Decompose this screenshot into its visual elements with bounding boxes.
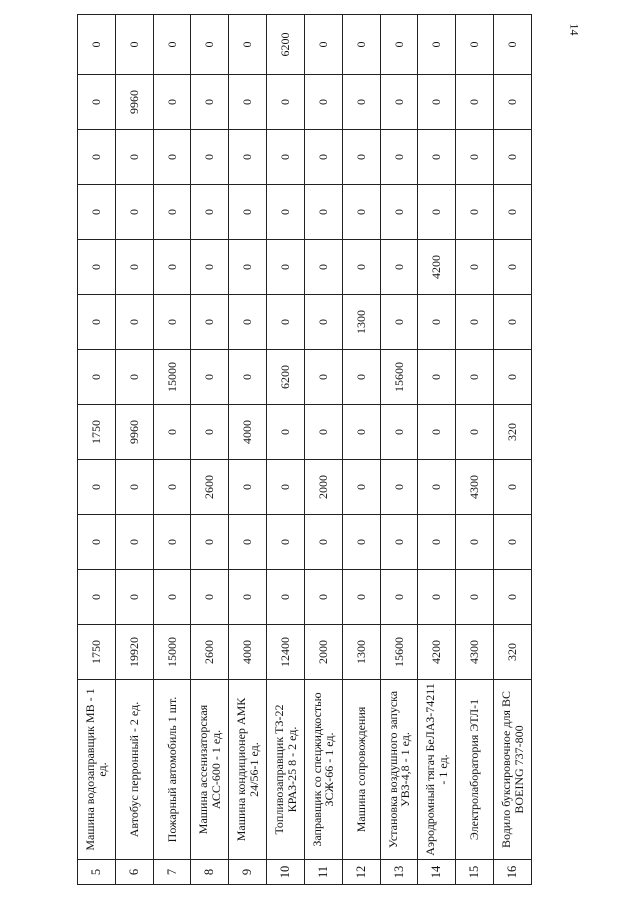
table-row bbox=[304, 15, 342, 885]
value-cell: 0 bbox=[418, 130, 456, 185]
value-cell: 0 bbox=[418, 350, 456, 405]
value-cell: 0 bbox=[418, 185, 456, 240]
value-cell: 15600 bbox=[380, 625, 418, 680]
value-cell: 0 bbox=[380, 185, 418, 240]
value-cell: 6200 bbox=[267, 350, 305, 405]
value-cell: 12400 bbox=[267, 625, 305, 680]
value-cell: 2600 bbox=[191, 460, 229, 515]
value-cell: 0 bbox=[380, 130, 418, 185]
value-cell: 0 bbox=[78, 15, 116, 75]
value-cell: 0 bbox=[494, 130, 532, 185]
equipment-name-cell: Установка воздушного запуска УВЗ-4,8 - 1 ед. bbox=[380, 680, 418, 860]
value-cell: 0 bbox=[78, 350, 116, 405]
value-cell: 0 bbox=[304, 515, 342, 570]
table-row bbox=[191, 15, 229, 885]
value-cell: 4000 bbox=[229, 405, 267, 460]
equipment-name-cell: Машина ассенизаторская АСС-600 - 1 ед. bbox=[191, 680, 229, 860]
value-cell: 0 bbox=[267, 570, 305, 625]
table-row bbox=[153, 15, 191, 885]
value-cell: 1750 bbox=[78, 625, 116, 680]
value-cell: 0 bbox=[115, 130, 153, 185]
value-cell: 0 bbox=[153, 570, 191, 625]
value-cell: 0 bbox=[191, 515, 229, 570]
value-cell: 0 bbox=[418, 515, 456, 570]
value-cell: 320 bbox=[494, 405, 532, 460]
value-cell: 0 bbox=[191, 350, 229, 405]
value-cell: 0 bbox=[342, 75, 380, 130]
value-cell: 0 bbox=[267, 460, 305, 515]
value-cell: 0 bbox=[342, 460, 380, 515]
value-cell: 1300 bbox=[342, 625, 380, 680]
row-number-cell: 8 bbox=[191, 860, 229, 885]
value-cell: 19920 bbox=[115, 625, 153, 680]
value-cell: 0 bbox=[229, 15, 267, 75]
value-cell: 0 bbox=[380, 570, 418, 625]
rotated-table-container bbox=[77, 32, 532, 885]
value-cell: 4300 bbox=[456, 625, 494, 680]
value-cell: 0 bbox=[304, 295, 342, 350]
value-cell: 2000 bbox=[304, 460, 342, 515]
value-cell: 0 bbox=[342, 15, 380, 75]
value-cell: 15000 bbox=[153, 350, 191, 405]
equipment-name-cell: Автобус перронный - 2 ед. bbox=[115, 680, 153, 860]
value-cell: 0 bbox=[304, 185, 342, 240]
value-cell: 4200 bbox=[418, 240, 456, 295]
value-cell: 0 bbox=[456, 515, 494, 570]
value-cell: 0 bbox=[456, 295, 494, 350]
value-cell: 0 bbox=[78, 75, 116, 130]
value-cell: 0 bbox=[342, 515, 380, 570]
value-cell: 0 bbox=[229, 240, 267, 295]
value-cell: 0 bbox=[115, 515, 153, 570]
value-cell: 0 bbox=[456, 185, 494, 240]
value-cell: 0 bbox=[191, 295, 229, 350]
value-cell: 0 bbox=[494, 350, 532, 405]
value-cell: 0 bbox=[191, 15, 229, 75]
table-row bbox=[115, 15, 153, 885]
value-cell: 0 bbox=[456, 130, 494, 185]
value-cell: 0 bbox=[78, 130, 116, 185]
row-number-cell: 10 bbox=[267, 860, 305, 885]
value-cell: 0 bbox=[153, 240, 191, 295]
equipment-name-cell: Топливозаправщик ТЗ-22 КРАЗ-25 8 - 2 ед. bbox=[267, 680, 305, 860]
value-cell: 0 bbox=[380, 15, 418, 75]
value-cell: 0 bbox=[115, 295, 153, 350]
value-cell: 0 bbox=[456, 240, 494, 295]
value-cell: 0 bbox=[494, 240, 532, 295]
equipment-name-cell: Пожарный автомобиль 1 шт. bbox=[153, 680, 191, 860]
value-cell: 0 bbox=[115, 350, 153, 405]
value-cell: 0 bbox=[456, 570, 494, 625]
table-body bbox=[78, 15, 532, 885]
value-cell: 2000 bbox=[304, 625, 342, 680]
value-cell: 0 bbox=[78, 515, 116, 570]
value-cell: 0 bbox=[304, 405, 342, 460]
value-cell: 0 bbox=[115, 15, 153, 75]
value-cell: 0 bbox=[229, 130, 267, 185]
value-cell: 0 bbox=[304, 15, 342, 75]
value-cell: 0 bbox=[494, 15, 532, 75]
value-cell: 0 bbox=[494, 515, 532, 570]
value-cell: 0 bbox=[380, 240, 418, 295]
row-number-cell: 14 bbox=[418, 860, 456, 885]
equipment-name-cell: Заправщик со спецжидкостью ЗСЖ-66 - 1 ед. bbox=[304, 680, 342, 860]
value-cell: 0 bbox=[494, 295, 532, 350]
value-cell: 0 bbox=[153, 405, 191, 460]
equipment-name-cell: Водило буксировочное для ВС BOEING 737-800 bbox=[494, 680, 532, 860]
value-cell: 0 bbox=[267, 515, 305, 570]
value-cell: 0 bbox=[191, 75, 229, 130]
value-cell: 0 bbox=[229, 295, 267, 350]
value-cell: 0 bbox=[304, 240, 342, 295]
value-cell: 0 bbox=[494, 570, 532, 625]
value-cell: 0 bbox=[78, 240, 116, 295]
value-cell: 0 bbox=[380, 405, 418, 460]
row-number-cell: 6 bbox=[115, 860, 153, 885]
value-cell: 0 bbox=[456, 75, 494, 130]
value-cell: 0 bbox=[267, 405, 305, 460]
value-cell: 0 bbox=[380, 75, 418, 130]
value-cell: 0 bbox=[115, 240, 153, 295]
row-number-cell: 12 bbox=[342, 860, 380, 885]
value-cell: 15600 bbox=[380, 350, 418, 405]
table-row bbox=[267, 15, 305, 885]
value-cell: 0 bbox=[115, 570, 153, 625]
value-cell: 4300 bbox=[456, 460, 494, 515]
equipment-name-cell: Машина сопровождения bbox=[342, 680, 380, 860]
equipment-table-wrapper bbox=[77, 32, 532, 885]
value-cell: 0 bbox=[494, 460, 532, 515]
value-cell: 0 bbox=[78, 295, 116, 350]
value-cell: 0 bbox=[115, 185, 153, 240]
value-cell: 0 bbox=[153, 75, 191, 130]
row-number-cell: 11 bbox=[304, 860, 342, 885]
table-row bbox=[78, 15, 116, 885]
value-cell: 0 bbox=[153, 295, 191, 350]
value-cell: 2600 bbox=[191, 625, 229, 680]
value-cell: 0 bbox=[418, 460, 456, 515]
table-row bbox=[229, 15, 267, 885]
value-cell: 0 bbox=[418, 405, 456, 460]
value-cell: 0 bbox=[229, 570, 267, 625]
value-cell: 0 bbox=[153, 15, 191, 75]
value-cell: 1750 bbox=[78, 405, 116, 460]
value-cell: 0 bbox=[342, 405, 380, 460]
value-cell: 0 bbox=[191, 130, 229, 185]
value-cell: 0 bbox=[380, 460, 418, 515]
value-cell: 0 bbox=[153, 460, 191, 515]
value-cell: 0 bbox=[304, 570, 342, 625]
value-cell: 0 bbox=[418, 75, 456, 130]
value-cell: 0 bbox=[304, 130, 342, 185]
value-cell: 0 bbox=[342, 185, 380, 240]
value-cell: 0 bbox=[153, 185, 191, 240]
value-cell: 0 bbox=[78, 570, 116, 625]
value-cell: 0 bbox=[494, 185, 532, 240]
value-cell: 0 bbox=[304, 350, 342, 405]
value-cell: 0 bbox=[191, 185, 229, 240]
value-cell: 0 bbox=[267, 75, 305, 130]
row-number-cell: 15 bbox=[456, 860, 494, 885]
value-cell: 0 bbox=[342, 350, 380, 405]
value-cell: 0 bbox=[229, 515, 267, 570]
row-number-cell: 13 bbox=[380, 860, 418, 885]
table-row bbox=[456, 15, 494, 885]
value-cell: 0 bbox=[229, 460, 267, 515]
value-cell: 6200 bbox=[267, 15, 305, 75]
value-cell: 0 bbox=[191, 570, 229, 625]
value-cell: 0 bbox=[342, 570, 380, 625]
row-number-cell: 5 bbox=[78, 860, 116, 885]
value-cell: 0 bbox=[267, 240, 305, 295]
equipment-name-cell: Машина кондиционер АМК 24/56-1 ед. bbox=[229, 680, 267, 860]
value-cell: 0 bbox=[115, 460, 153, 515]
equipment-name-cell: Машина водозаправщик МВ - 1 ед. bbox=[78, 680, 116, 860]
value-cell: 320 bbox=[494, 625, 532, 680]
value-cell: 4000 bbox=[229, 625, 267, 680]
value-cell: 1300 bbox=[342, 295, 380, 350]
value-cell: 9960 bbox=[115, 405, 153, 460]
value-cell: 0 bbox=[78, 185, 116, 240]
value-cell: 0 bbox=[229, 75, 267, 130]
equipment-name-cell: Аэродромный тягач БеЛАЗ-74211 - 1 ед. bbox=[418, 680, 456, 860]
value-cell: 0 bbox=[342, 240, 380, 295]
equipment-name-cell: Электролаборатория ЭТЛ-1 bbox=[456, 680, 494, 860]
value-cell: 0 bbox=[191, 405, 229, 460]
value-cell: 0 bbox=[78, 460, 116, 515]
table-row bbox=[342, 15, 380, 885]
value-cell: 0 bbox=[418, 570, 456, 625]
value-cell: 0 bbox=[153, 515, 191, 570]
table-row bbox=[380, 15, 418, 885]
value-cell: 0 bbox=[229, 350, 267, 405]
page-number: 14 bbox=[567, 23, 582, 36]
value-cell: 0 bbox=[153, 130, 191, 185]
value-cell: 0 bbox=[418, 295, 456, 350]
value-cell: 0 bbox=[456, 405, 494, 460]
value-cell: 0 bbox=[191, 240, 229, 295]
value-cell: 0 bbox=[267, 130, 305, 185]
value-cell: 0 bbox=[380, 515, 418, 570]
value-cell: 15000 bbox=[153, 625, 191, 680]
value-cell: 0 bbox=[494, 75, 532, 130]
value-cell: 0 bbox=[267, 295, 305, 350]
value-cell: 0 bbox=[229, 185, 267, 240]
value-cell: 0 bbox=[267, 185, 305, 240]
table-row bbox=[494, 15, 532, 885]
row-number-cell: 7 bbox=[153, 860, 191, 885]
value-cell: 0 bbox=[456, 15, 494, 75]
value-cell: 9960 bbox=[115, 75, 153, 130]
value-cell: 0 bbox=[342, 130, 380, 185]
equipment-cost-table bbox=[77, 14, 532, 885]
row-number-cell: 16 bbox=[494, 860, 532, 885]
value-cell: 0 bbox=[380, 295, 418, 350]
row-number-cell: 9 bbox=[229, 860, 267, 885]
value-cell: 4200 bbox=[418, 625, 456, 680]
value-cell: 0 bbox=[456, 350, 494, 405]
value-cell: 0 bbox=[304, 75, 342, 130]
table-row bbox=[418, 15, 456, 885]
value-cell: 0 bbox=[418, 15, 456, 75]
